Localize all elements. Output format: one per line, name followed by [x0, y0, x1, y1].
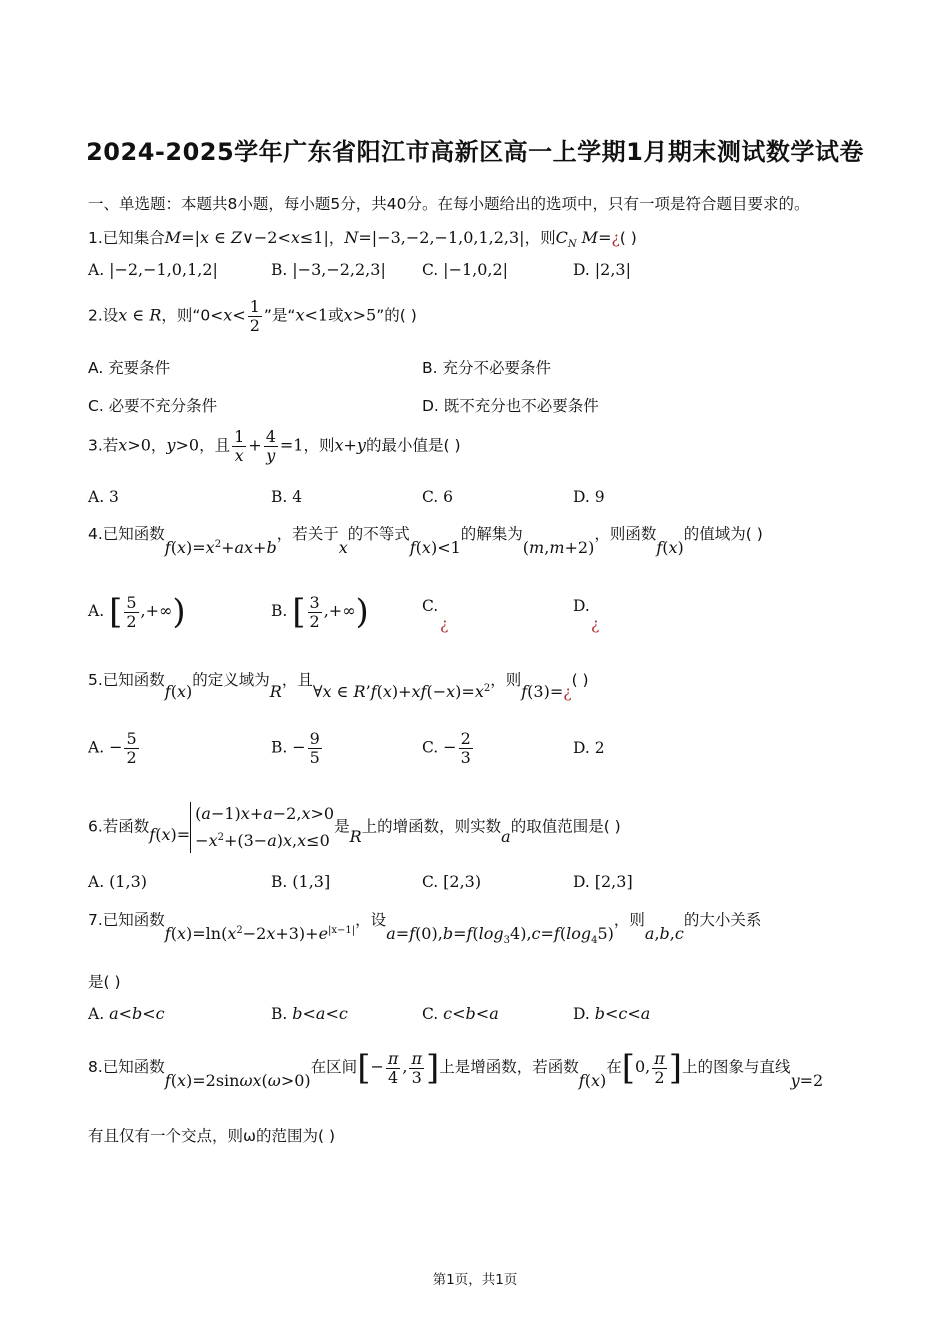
q3-option-b: B. 4: [271, 488, 303, 506]
question-7-continued: 是( ): [88, 973, 121, 991]
q7-option-c: C. c<b<a: [422, 1004, 499, 1023]
q7-option-a: A. a<b<c: [88, 1004, 165, 1023]
question-4: 4.已知函数$f(x)=x^2+ax+b$，若关于x的不等式f(x)<1的解集为(m,m+2)，则函数f(x)的值域为( ): [88, 525, 763, 557]
q5-option-a: A. − $\frac{5}{2}$: [88, 729, 137, 767]
question-6: 6.若函数f(x)=(a−1)x+a−2,x>0 $-x^2+(3-a)x,x\le 0$是R上的增函数，则实数a的取值范围是( ): [88, 802, 621, 853]
q6-option-a: A. (1,3): [88, 872, 147, 891]
q6-option-d: D. [2,3]: [573, 872, 633, 891]
q4-option-d: D. ¿: [573, 597, 600, 633]
q4-option-c: C. ¿: [422, 597, 449, 633]
q3-option-c: C. 6: [422, 488, 454, 506]
q2-option-b: B. 充分不必要条件: [422, 359, 551, 377]
q1-option-a: A. |−2,−1,0,1,2|: [88, 260, 218, 279]
q5-option-d: D. 2: [573, 739, 605, 757]
page-title: 2024-2025学年广东省阳江市高新区高一上学期1月期末测试数学试卷: [86, 138, 864, 166]
q4-option-a: A. [ $\frac{5}{2}$ ,+∞): [88, 592, 186, 632]
q2-option-c: C. 必要不充分条件: [88, 397, 218, 415]
q5-option-c: C. − $\frac{2}{3}$: [422, 729, 471, 767]
question-2-number: 2.设: [88, 306, 119, 325]
q2-option-a: A. 充要条件: [88, 359, 171, 377]
q3-option-d: D. 9: [573, 488, 605, 506]
q6-option-b: B. (1,3]: [271, 872, 331, 891]
q4-option-b: B. [ $\frac{3}{2}$ ,+∞): [271, 592, 369, 632]
question-3-number: 3.若: [88, 436, 119, 455]
q5-option-b: B. − $\frac{9}{5}$: [271, 729, 320, 767]
q6-option-c: C. [2,3): [422, 872, 482, 891]
q1-option-c: C. |−1,0,2|: [422, 260, 509, 279]
question-4-number: 4.已知函数: [88, 525, 165, 543]
question-1-number: 1.已知集合: [88, 229, 165, 247]
question-6-number: 6.若函数: [88, 817, 150, 836]
question-3: 3.若x>0，y>0，且 $\frac{1}{x}$ + $\frac{4}{y}$ =1，则x+y的最小值是( ): [88, 427, 461, 465]
question-5-number: 5.已知函数: [88, 671, 165, 689]
question-7-number: 7.已知函数: [88, 911, 165, 929]
q7-option-b: B. b<a<c: [271, 1004, 348, 1023]
page-footer: 第1页，共1页: [432, 1272, 518, 1288]
q1-option-d: D. |2,3|: [573, 260, 631, 279]
question-2: 2.设x ∈ R，则“0<x< $\frac{1}{2}$ ”是“x<1或x>5”的( ): [88, 297, 417, 335]
section-heading: 一、单选题：本题共8小题，每小题5分，共40分。在每小题给出的选项中，只有一项是符合题目要求的。: [88, 195, 810, 213]
question-8-continued: 有且仅有一个交点，则ω的范围为( ): [88, 1127, 336, 1145]
question-7: 7.已知函数$f(x)=\ln(x^2-2x+3)+e^{|x-1|}$，设$a=f(0),b=f(\log_34),c=f(\log_45)$，则a,b,c的大小关系: [88, 911, 762, 947]
q1-option-b: B. |−3,−2,2,3|: [271, 260, 386, 279]
q7-option-d: D. b<c<a: [573, 1004, 651, 1023]
question-8-number: 8.已知函数: [88, 1058, 165, 1076]
question-8: 8.已知函数f(x)=2sinωx(ω>0)在区间[− $\frac{\pi}{4}$ , $\frac{\pi}{3}$ ]上是增函数，若函数f(x)在[0, $\frac{\pi}{2}$ ]上的图象与直线y=2: [88, 1048, 824, 1090]
q2-option-d: D. 既不充分也不必要条件: [422, 397, 599, 415]
question-5: 5.已知函数f(x)的定义域为R，且∀x ∈ $R’f(x)+xf(-x)=x^2$，则f(3)=¿( ): [88, 671, 589, 701]
q3-option-a: A. 3: [88, 488, 119, 506]
question-1: 1.已知集合M=|x ∈ Z∨−2<x≤1|，N=|−3,−2,−1,0,1,2,3|，则$C_N$ M=¿( ): [88, 228, 637, 251]
